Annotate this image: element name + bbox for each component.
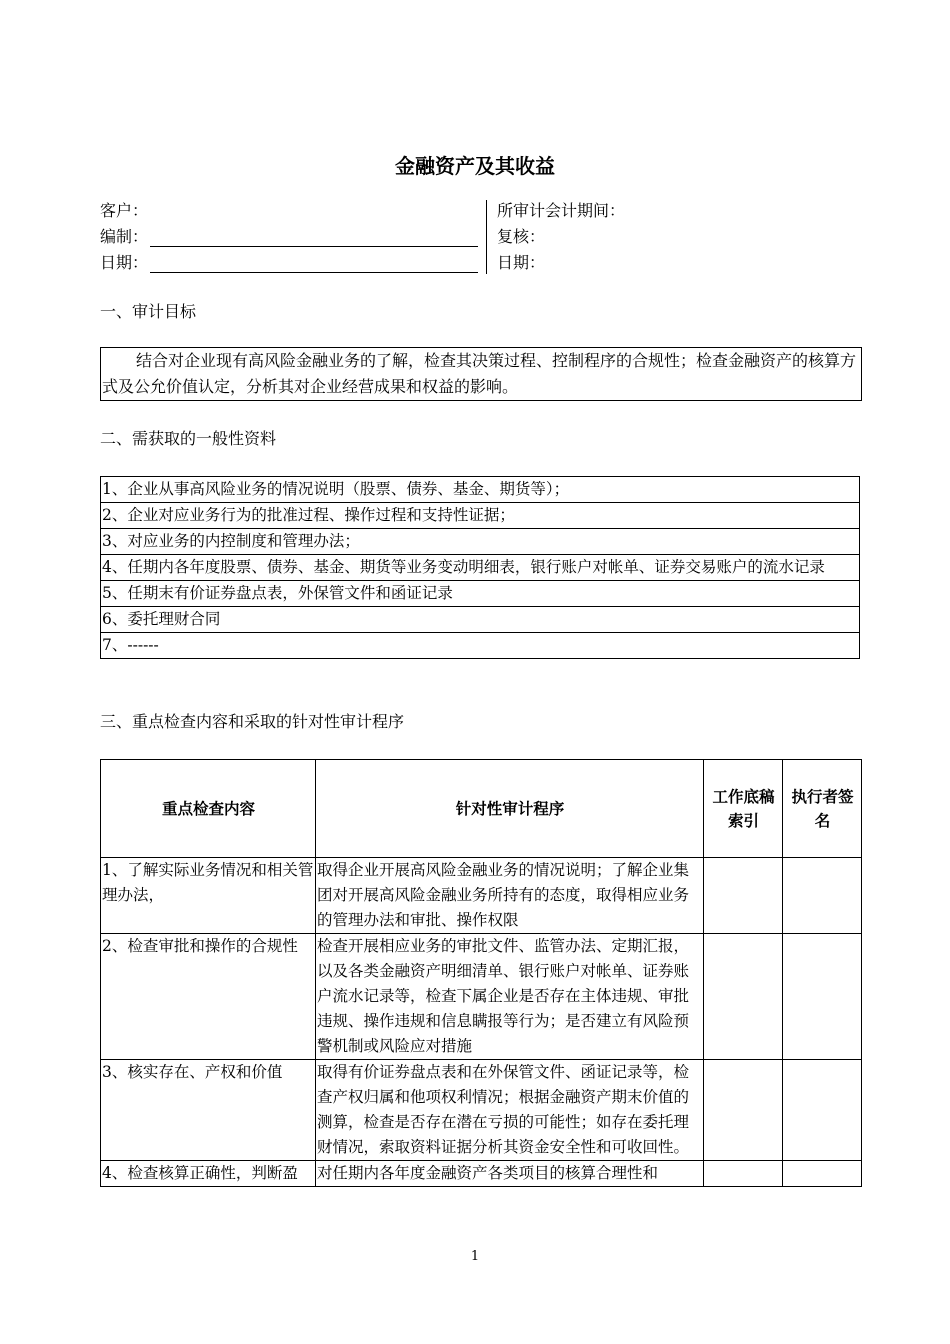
date-label-right: 日期：	[497, 253, 546, 272]
table-header-row	[101, 760, 862, 858]
row-signer-cell[interactable]	[783, 1060, 862, 1161]
section1-title: 一、审计目标	[100, 302, 197, 321]
row-signer-cell[interactable]	[783, 934, 862, 1060]
list-item-text: 3、对应业务的内控制度和管理办法；	[101, 529, 860, 555]
row-content: 4、检查核算正确性，判断盈	[101, 1161, 316, 1187]
row-content: 3、核实存在、产权和价值	[101, 1060, 316, 1161]
list-item	[101, 529, 860, 555]
header-workpaper-index: 工作底稿索引	[704, 760, 783, 858]
period-label: 所审计会计期间：	[497, 201, 626, 220]
header-executor-signature: 执行者签名	[783, 760, 862, 858]
header-right	[497, 198, 857, 276]
row-index-cell[interactable]	[704, 1161, 783, 1187]
list-item	[101, 503, 860, 529]
table-row	[101, 934, 862, 1060]
list-item	[101, 633, 860, 659]
prepared-row	[100, 224, 478, 250]
page-title: 金融资产及其收益	[395, 154, 555, 178]
table-row	[101, 1060, 862, 1161]
general-materials-list	[100, 476, 860, 659]
audit-objective-box	[100, 347, 862, 401]
date-row-left	[100, 250, 478, 276]
row-index-cell[interactable]	[704, 1060, 783, 1161]
list-item-text: 7、------	[101, 633, 860, 659]
list-item-text: 2、企业对应业务行为的批准过程、操作过程和支持性证据；	[101, 503, 860, 529]
header-procedure: 针对性审计程序	[316, 760, 704, 858]
row-procedure: 对任期内各年度金融资产各类项目的核算合理性和	[316, 1161, 704, 1187]
list-item-text: 1、企业从事高风险业务的情况说明（股票、债券、基金、期货等）；	[101, 477, 860, 503]
list-item-text: 5、任期末有价证券盘点表，外保管文件和函证记录	[101, 581, 860, 607]
page-number: 1	[470, 1249, 480, 1264]
section3-title: 三、重点检查内容和采取的针对性审计程序	[100, 712, 405, 731]
header-left	[100, 198, 478, 276]
row-index-cell[interactable]	[704, 934, 783, 1060]
date-label-left: 日期：	[100, 253, 149, 272]
reviewed-label: 复核：	[497, 227, 546, 246]
list-item-text: 6、委托理财合同	[101, 607, 860, 633]
header-divider	[486, 200, 487, 274]
list-item	[101, 477, 860, 503]
row-signer-cell[interactable]	[783, 858, 862, 934]
table-row	[101, 1161, 862, 1187]
prepared-label: 编制：	[100, 227, 149, 246]
date-row-right	[497, 250, 857, 276]
list-item	[101, 581, 860, 607]
row-content: 1、了解实际业务情况和相关管理办法，	[101, 858, 316, 934]
row-content: 2、检查审批和操作的合规性	[101, 934, 316, 1060]
header-key-content: 重点检查内容	[101, 760, 316, 858]
row-procedure: 取得企业开展高风险金融业务的情况说明；了解企业集团对开展高风险金融业务所持有的态度，取得相应业务的管理办法和审批、操作权限	[316, 858, 704, 934]
audit-objective-text: 结合对企业现有高风险金融业务的了解，检查其决策过程、控制程序的合规性；检查金融资产的核算方式及公允价值认定，分析其对企业经营成果和权益的影响。	[102, 351, 857, 396]
section2-title: 二、需获取的一般性资料	[100, 429, 277, 448]
list-item	[101, 607, 860, 633]
reviewed-row	[497, 224, 857, 250]
list-item-text: 4、任期内各年度股票、债券、基金、期货等业务变动明细表，银行账户对帐单、证券交易账户的流水记录	[101, 555, 860, 581]
client-row	[100, 198, 478, 224]
date-field-left[interactable]	[150, 254, 478, 273]
client-label: 客户：	[100, 201, 149, 220]
row-procedure: 检查开展相应业务的审批文件、监管办法、定期汇报，以及各类金融资产明细清单、银行账户对帐单、证券账户流水记录等，检查下属企业是否存在主体违规、审批违规、操作违规和信息瞒报等行为；是否建立有风险预警机制或风险应对措施	[316, 934, 704, 1060]
period-row	[497, 198, 857, 224]
table-row	[101, 858, 862, 934]
prepared-field[interactable]	[150, 228, 478, 247]
row-signer-cell[interactable]	[783, 1161, 862, 1187]
list-item	[101, 555, 860, 581]
audit-procedure-table	[100, 759, 862, 1187]
row-index-cell[interactable]	[704, 858, 783, 934]
header-block	[100, 198, 860, 276]
row-procedure: 取得有价证券盘点表和在外保管文件、函证记录等，检查产权归属和他项权利情况；根据金融资产期末价值的测算，检查是否存在潜在亏损的可能性；如存在委托理财情况，索取资料证据分析其资金安全性和可收回性。	[316, 1060, 704, 1161]
